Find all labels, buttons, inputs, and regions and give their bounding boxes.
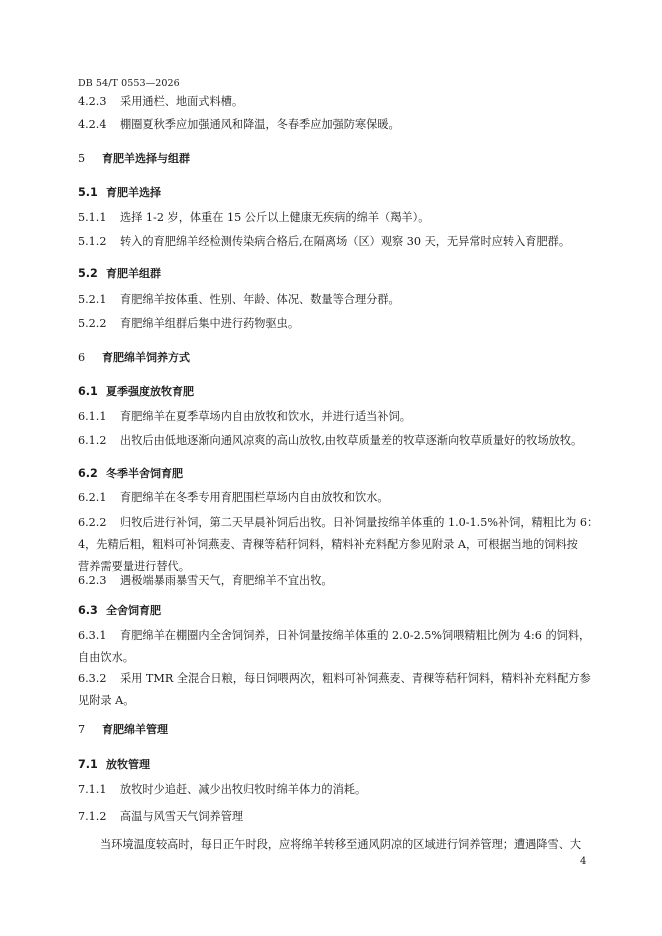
clause-number: 5.2.2 [78, 317, 107, 330]
clause-number: 5 [78, 152, 86, 165]
clause-continuation: 营养需要量进行替代。 [78, 560, 190, 573]
clause-number: 6.2 [78, 467, 98, 480]
clause [78, 207, 598, 229]
clause-number: 7 [78, 723, 86, 736]
clause-number: 6.3.2 [78, 672, 107, 685]
clause-number: 6.2.3 [78, 574, 107, 587]
clause [78, 114, 598, 136]
clause-number: 6.1.1 [78, 410, 107, 423]
clause [78, 625, 598, 647]
page-number: 4 [580, 856, 587, 867]
clause-text: 育肥绵羊组群后集中进行药物驱虫。 [120, 317, 300, 330]
clause-number: 5.1.2 [78, 235, 107, 248]
clause-text: 出牧后由低地逐渐向通风凉爽的高山放牧,由牧草质量差的牧草逐渐向牧草质量好的牧场放牧。 [120, 434, 583, 447]
clause-text: 育肥绵羊在夏季草场内自由放牧和饮水，并进行适当补饲。 [120, 410, 411, 423]
clause-number: 6 [78, 351, 86, 364]
clause-number: 5.1 [78, 186, 98, 199]
clause-text: 冬季半舍饲育肥 [106, 467, 183, 480]
clause [78, 91, 598, 113]
clause-number: 5.1.1 [78, 211, 107, 224]
clause-text: 夏季强度放牧育肥 [106, 385, 194, 398]
clause-number: 6.3.1 [78, 629, 107, 642]
clause [78, 406, 598, 428]
clause [78, 779, 598, 801]
clause-text: 转入的育肥绵羊经检测传染病合格后,在隔离场（区）观察 30 天，无异常时应转入育肥群。 [120, 235, 571, 248]
clause [78, 487, 598, 509]
clause-text: 遇极端暴雨暴雪天气，育肥绵羊不宜出牧。 [120, 574, 333, 587]
paragraph [100, 834, 620, 856]
clause-text: 育肥羊组群 [106, 267, 161, 280]
clause-number: 7.1.1 [78, 783, 107, 796]
subsection-heading [78, 381, 598, 403]
subsection-heading [78, 182, 598, 204]
clause-text: 育肥绵羊按体重、性别、年龄、体况、数量等合理分群。 [120, 293, 400, 306]
clause-number: 4.2.4 [78, 118, 107, 131]
section-heading [78, 148, 598, 170]
section-heading [78, 719, 598, 741]
clause-text: 棚圈夏秋季应加强通风和降温，冬春季应加强防寒保暖。 [120, 118, 400, 131]
clause [78, 313, 598, 335]
clause-number: 6.1.2 [78, 434, 107, 447]
clause-number: 5.2.1 [78, 293, 107, 306]
clause [78, 570, 598, 592]
clause-text: 育肥羊选择与组群 [102, 152, 190, 165]
clause-number: 4.2.3 [78, 95, 107, 108]
subsection-heading [78, 600, 598, 622]
clause [78, 806, 598, 828]
clause-text: 放牧管理 [106, 758, 150, 771]
clause-continuation: 见附录 A。 [78, 694, 135, 707]
clause-number: 7.1.2 [78, 810, 107, 823]
clause [78, 289, 598, 311]
clause-text: 育肥羊选择 [106, 186, 161, 199]
clause-text: 归牧后进行补饲，第二天早晨补饲后出牧。日补饲量按绵羊体重的 1.0-1.5%补饲，精粗比为 6： [120, 516, 599, 529]
clause [78, 512, 598, 534]
clause-text: 育肥绵羊管理 [102, 723, 168, 736]
clause-number: 6.1 [78, 385, 98, 398]
clause-continuation: 4，先精后粗，粗料可补饲燕麦、青稞等秸秆饲料，精料补充料配方参见附录 A，可根据当地的饲料按 [78, 538, 578, 551]
clause-number: 6.2.1 [78, 491, 107, 504]
clause-text: 高温与风雪天气饲养管理 [120, 810, 244, 823]
section-heading [78, 347, 598, 369]
paragraph-text: 当环境温度较高时，每日正午时段，应将绵羊转移至通风阴凉的区域进行饲养管理；遭遇降雪、大 [100, 838, 582, 851]
clause-text: 采用 TMR 全混合日粮，每日饲喂两次，粗料可补饲燕麦、青稞等秸秆饲料，精料补充料配方参 [120, 672, 591, 685]
clause-text: 育肥绵羊在棚圈内全舍饲饲养，日补饲量按绵羊体重的 2.0-2.5%饲喂精粗比例为 4:6 的饲料， [120, 629, 591, 642]
clause-number: 6.2.2 [78, 516, 107, 529]
clause [78, 668, 598, 690]
clause-number: 6.3 [78, 604, 98, 617]
clause-text: 育肥绵羊在冬季专用育肥围栏草场内自由放牧和饮水。 [120, 491, 389, 504]
standard-code: DB 54/T 0553—2026 [78, 78, 180, 89]
clause-text: 放牧时少追赶、减少出牧归牧时绵羊体力的消耗。 [120, 783, 367, 796]
clause [78, 430, 598, 452]
subsection-heading [78, 463, 598, 485]
clause-text: 育肥绵羊饲养方式 [102, 351, 190, 364]
clause-number: 5.2 [78, 267, 98, 280]
clause-text: 全舍饲育肥 [106, 604, 161, 617]
clause-number: 7.1 [78, 758, 98, 771]
clause-text: 选择 1-2 岁，体重在 15 公斤以上健康无疾病的绵羊（羯羊）。 [120, 211, 430, 224]
clause [78, 231, 598, 253]
clause-text: 采用通栏、地面式料槽。 [120, 95, 244, 108]
subsection-heading [78, 754, 598, 776]
subsection-heading [78, 263, 598, 285]
clause-continuation: 自由饮水。 [78, 651, 134, 664]
